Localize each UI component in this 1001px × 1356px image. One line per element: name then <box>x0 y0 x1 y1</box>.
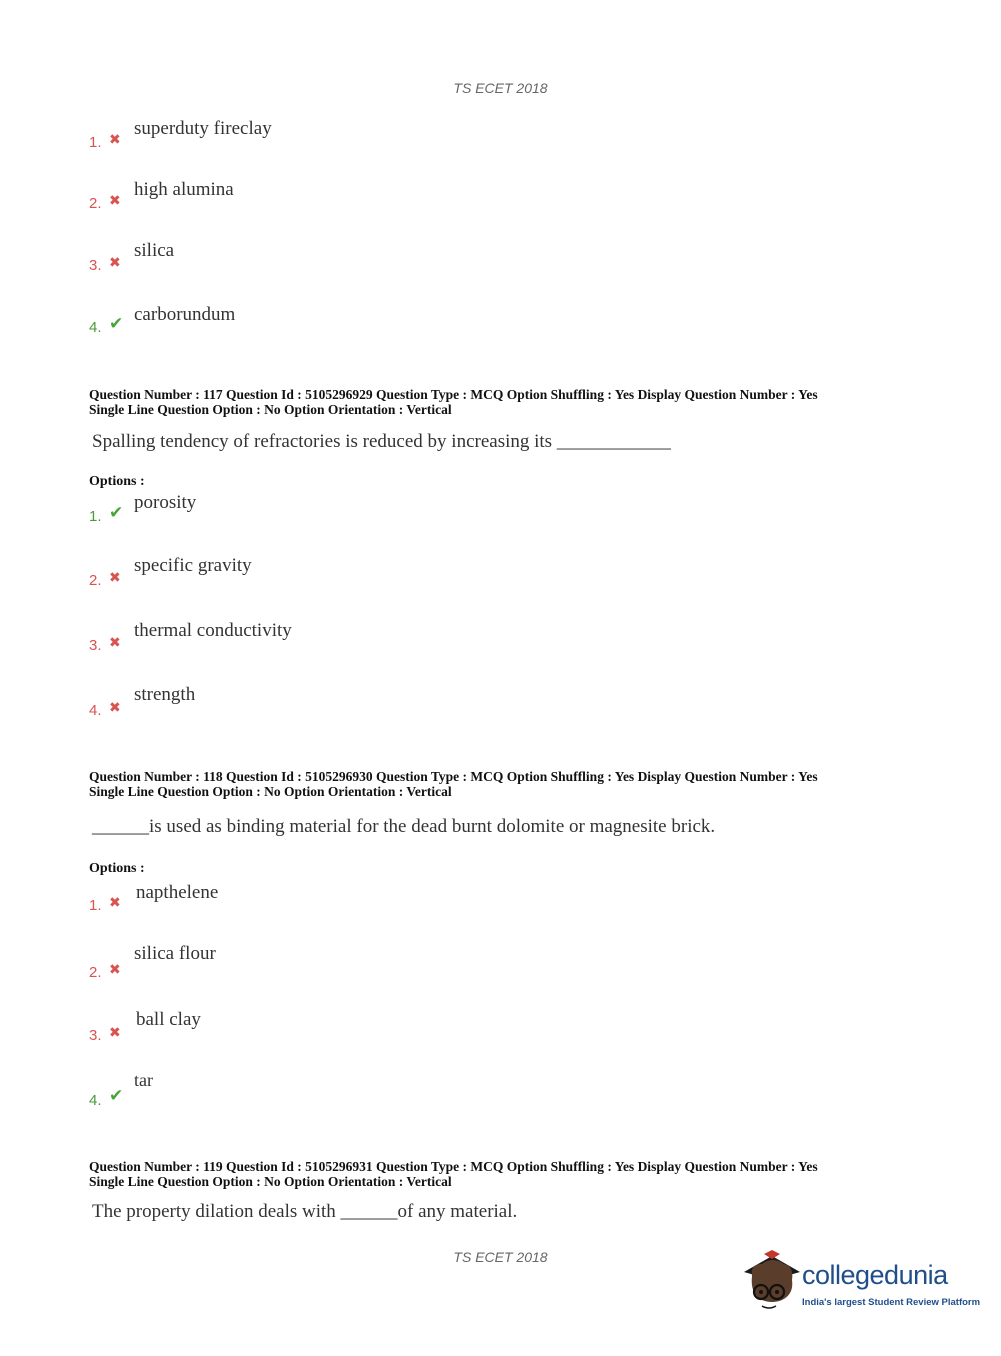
collegedunia-logo <box>742 1250 981 1320</box>
meta-line-2: Single Line Question Option : No Option Orientation : Vertical <box>89 402 452 417</box>
option-number: 3. <box>89 1027 102 1044</box>
meta-line-1: Question Number : 119 Question Id : 5105296931 Question Type : MCQ Option Shuffling : Yes Display Question Number : Yes <box>89 1159 818 1174</box>
option-text: napthelene <box>136 882 219 903</box>
option-number: 3. <box>89 637 102 654</box>
cross-icon: ✖ <box>109 1025 121 1041</box>
question-text: ______is used as binding material for the dead burnt dolomite or magnesite brick. <box>92 816 716 837</box>
check-icon: ✔ <box>109 314 124 334</box>
cross-icon: ✖ <box>109 700 121 716</box>
logo-wordmark: collegedunia <box>802 1260 948 1290</box>
cross-icon: ✖ <box>109 895 121 911</box>
option-text: silica flour <box>134 943 216 964</box>
option-number: 3. <box>89 257 102 274</box>
question-meta <box>89 1159 909 1189</box>
question-meta <box>89 387 909 417</box>
page-footer: TS ECET 2018 <box>453 1249 548 1265</box>
logo-tagline: India's largest Student Review Platform <box>802 1297 981 1308</box>
meta-line-1: Question Number : 118 Question Id : 5105296930 Question Type : MCQ Option Shuffling : Yes Display Question Number : Yes <box>89 769 818 784</box>
option-text: strength <box>134 684 196 705</box>
page-header: TS ECET 2018 <box>453 80 548 96</box>
meta-line-2: Single Line Question Option : No Option Orientation : Vertical <box>89 1174 452 1189</box>
cross-icon: ✖ <box>109 193 121 209</box>
cross-icon: ✖ <box>109 962 121 978</box>
cross-icon: ✖ <box>109 132 121 148</box>
options-label: Options : <box>89 861 145 876</box>
option-number: 2. <box>89 964 102 981</box>
option-text: superduty fireclay <box>134 118 272 139</box>
option-number: 2. <box>89 572 102 589</box>
option-text: ball clay <box>136 1009 201 1030</box>
option-text: silica <box>134 240 175 261</box>
option-number: 1. <box>89 508 102 525</box>
option-number: 1. <box>89 134 102 151</box>
option-number: 4. <box>89 702 102 719</box>
option-number: 4. <box>89 319 102 336</box>
option-text: specific gravity <box>134 555 252 576</box>
option-text: high alumina <box>134 179 234 200</box>
question-text: Spalling tendency of refractories is reduced by increasing its ____________ <box>92 431 671 452</box>
cross-icon: ✖ <box>109 255 121 271</box>
option-text: carborundum <box>134 304 236 325</box>
options-label: Options : <box>89 474 145 489</box>
option-number: 4. <box>89 1092 102 1109</box>
meta-line-1: Question Number : 117 Question Id : 5105296929 Question Type : MCQ Option Shuffling : Yes Display Question Number : Yes <box>89 387 818 402</box>
question-text: The property dilation deals with ______of any material. <box>92 1201 518 1222</box>
check-icon: ✔ <box>109 1086 124 1106</box>
meta-line-2: Single Line Question Option : No Option Orientation : Vertical <box>89 784 452 799</box>
question-meta <box>89 769 909 799</box>
cross-icon: ✖ <box>109 635 121 651</box>
cross-icon: ✖ <box>109 570 121 586</box>
option-number: 2. <box>89 195 102 212</box>
option-number: 1. <box>89 897 102 914</box>
option-text: porosity <box>134 492 197 513</box>
option-text: thermal conductivity <box>134 620 292 641</box>
check-icon: ✔ <box>109 503 124 523</box>
mascot-icon <box>742 1250 802 1320</box>
option-text: tar <box>134 1070 153 1090</box>
